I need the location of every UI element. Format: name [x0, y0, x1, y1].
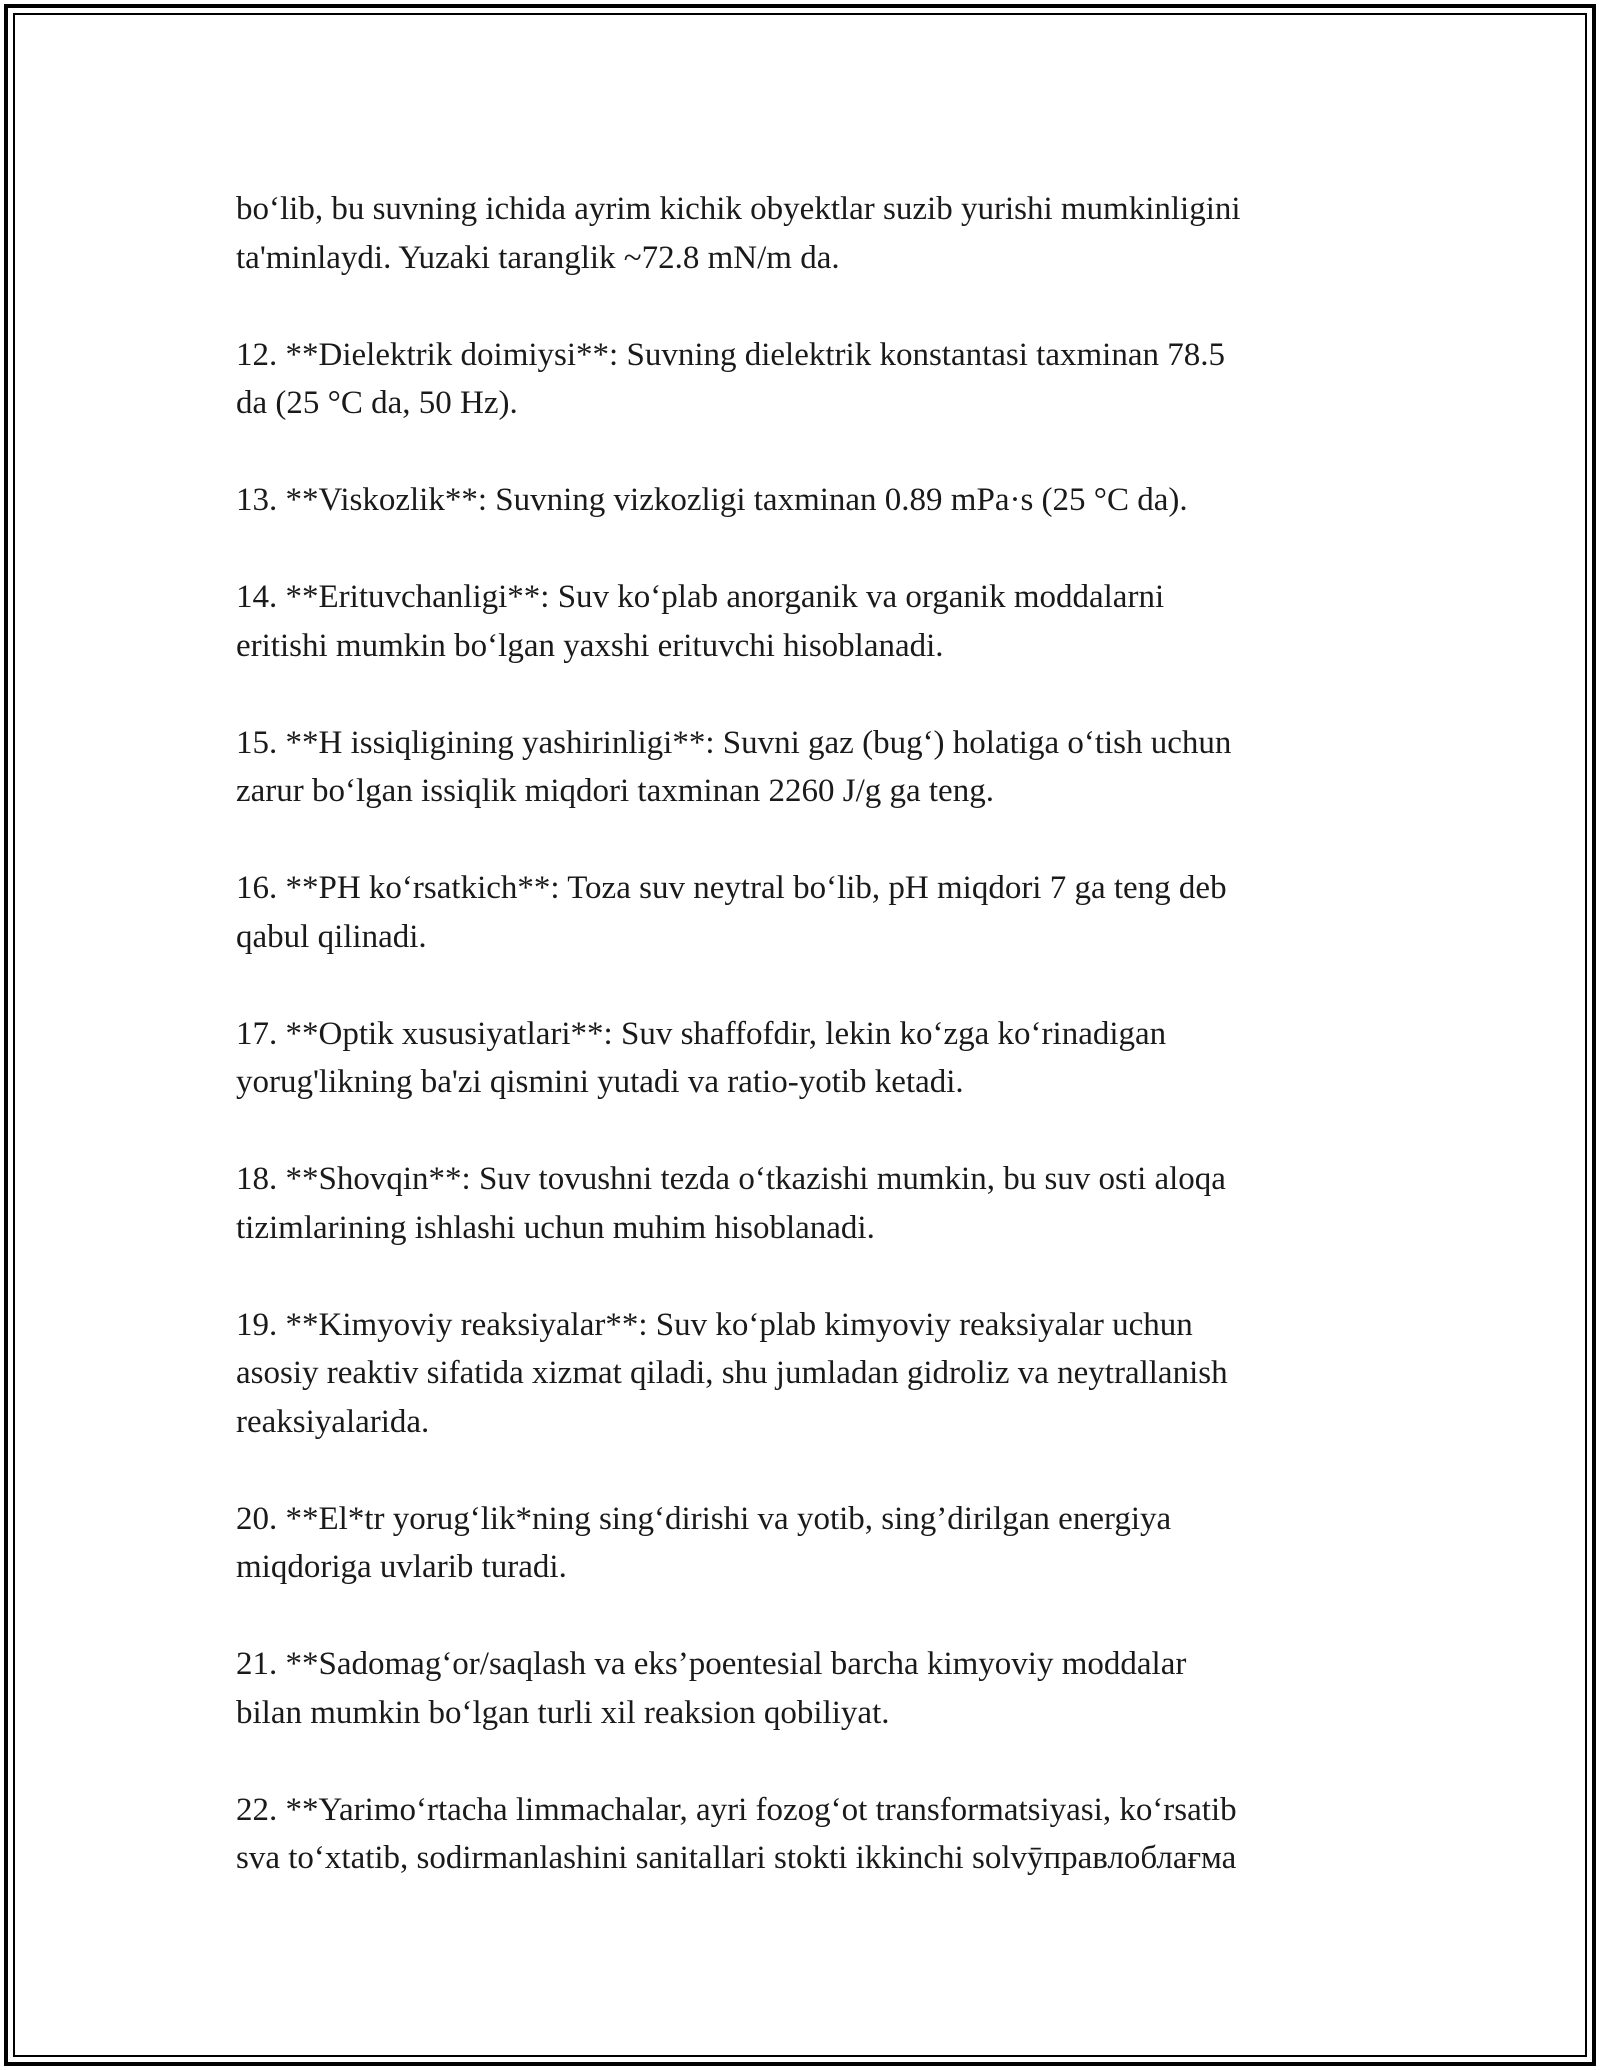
- paragraph-item-12: [236, 331, 1376, 428]
- text-line: 19. **Kimyoviy reaksiyalar**: Suv ko‘plab kimyoviy reaksiyalar uchun: [236, 1306, 1193, 1343]
- text-line: zarur bo‘lgan issiqlik miqdori taxminan 2260 J/g ga teng.: [236, 773, 994, 809]
- text-line: 12. **Dielektrik doimiysi**: Suvning dielektrik konstantasi taxminan 78.5: [236, 336, 1225, 373]
- paragraph-item-21: [236, 1640, 1376, 1737]
- text-line: bo‘lib, bu suvning ichida ayrim kichik obyektlar suzib yurishi mumkinligini: [236, 191, 1241, 227]
- text-line: 20. **El*tr yorug‘lik*ning sing‘dirishi va yotib, sing’dirilgan energiya: [236, 1500, 1172, 1537]
- paragraph-item-22: [236, 1786, 1376, 1883]
- text-line: bilan mumkin bo‘lgan turli xil reaksion qobiliyat.: [236, 1694, 890, 1731]
- paragraph-item-16: [236, 864, 1376, 961]
- document-body: [236, 185, 1376, 1883]
- text-line: ta'minlaydi. Yuzaki taranglik ~72.8 mN/m da.: [236, 239, 840, 276]
- text-line: 15. **H issiqligining yashirinligi**: Suvni gaz (bug‘) holatiga o‘tish uchun: [236, 724, 1232, 761]
- text-line: 21. **Sadomag‘or/saqlash va eks’poentesial barcha kimyoviy moddalar: [236, 1646, 1187, 1682]
- paragraph-item-17: [236, 1010, 1376, 1107]
- paragraph-item-18: [236, 1155, 1376, 1252]
- text-line: yorug'likning ba'zi qismini yutadi va ratio-yotib ketadi.: [236, 1064, 964, 1100]
- text-line: da (25 °C da, 50 Hz).: [236, 385, 518, 421]
- text-line: 13. **Viskozlik**: Suvning vizkozligi taxminan 0.89 mPa·s (25 °C da).: [236, 482, 1188, 518]
- text-line: asosiy reaktiv sifatida xizmat qiladi, shu jumladan gidroliz va neytrallanish: [236, 1355, 1228, 1391]
- text-line: 16. **PH ko‘rsatkich**: Toza suv neytral bo‘lib, pH miqdori 7 ga teng deb: [236, 870, 1227, 906]
- text-line: qabul qilinadi.: [236, 918, 427, 955]
- text-line: 18. **Shovqin**: Suv tovushni tezda o‘tkazishi mumkin, bu suv osti aloqa: [236, 1161, 1226, 1197]
- text-line: 17. **Optik xususiyatlari**: Suv shaffofdir, lekin ko‘zga ko‘rinadigan: [236, 1015, 1167, 1052]
- text-line: 22. **Yarimo‘rtacha limmachalar, ayri fozog‘ot transformatsiyasi, ko‘rsatib: [236, 1791, 1237, 1828]
- paragraph-item-20: [236, 1495, 1376, 1592]
- text-line: reaksiyalarida.: [236, 1403, 430, 1440]
- paragraph-item-15: [236, 719, 1376, 816]
- paragraph-item-14: [236, 573, 1376, 670]
- text-line: tizimlarining ishlashi uchun muhim hisoblanadi.: [236, 1209, 875, 1246]
- text-line: 14. **Erituvchanligi**: Suv ko‘plab anorganik va organik moddalarni: [236, 579, 1165, 615]
- text-line: eritishi mumkin bo‘lgan yaxshi erituvchi hisoblanadi.: [236, 627, 944, 664]
- paragraph-item-13: [236, 476, 1376, 525]
- paragraph-continuation: [236, 185, 1376, 282]
- paragraph-item-19: [236, 1301, 1376, 1447]
- text-line: miqdoriga uvlarib turadi.: [236, 1549, 567, 1585]
- text-line: sva to‘xtatib, sodirmanlashini sanitallari stokti ikkinchi solvӯправлоблағма: [236, 1840, 1237, 1876]
